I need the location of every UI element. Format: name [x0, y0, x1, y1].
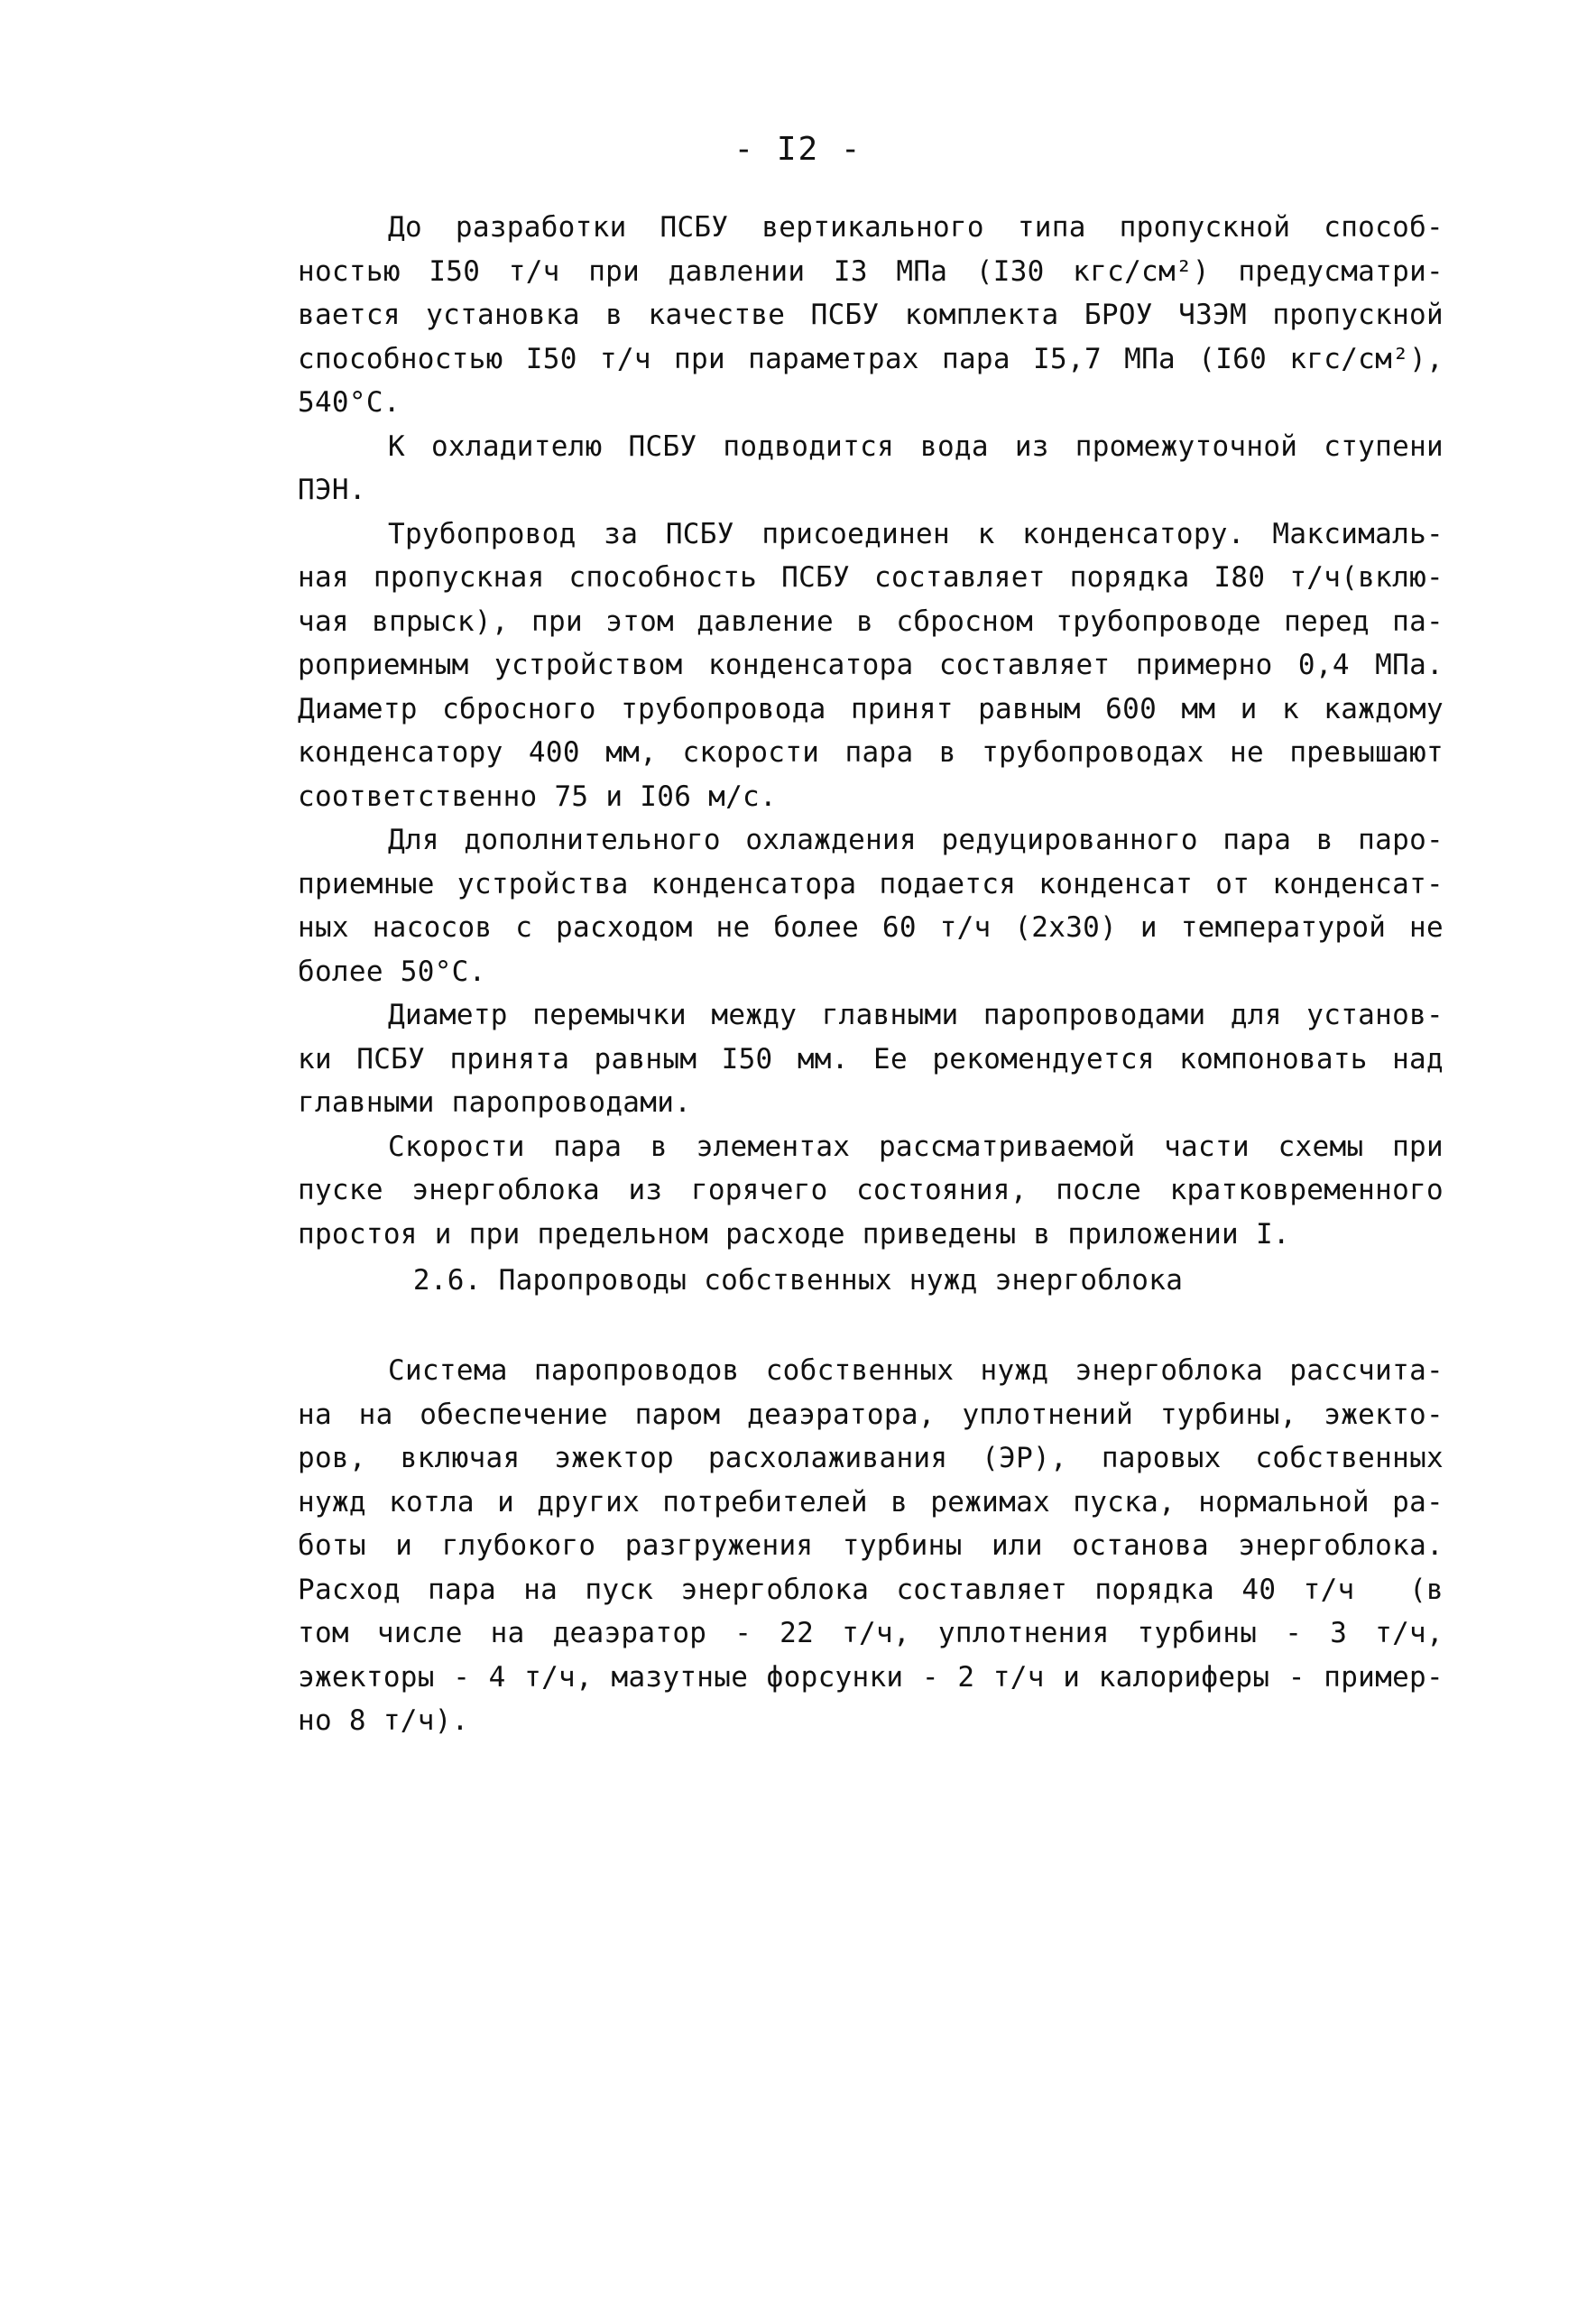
text-line: ПЭН. — [298, 474, 366, 506]
paragraph — [298, 425, 1444, 512]
text-line: нужд котла и других потребителей в режимах пуска, нормальной ра- — [298, 1485, 1444, 1519]
paragraph — [298, 512, 1444, 819]
text-line: ров, включая эжектор расхолаживания (ЭР), паровых собственных — [298, 1442, 1444, 1474]
text-line: Расход пара на пуск энергоблока составляет порядка 40 т/ч (в — [298, 1573, 1444, 1606]
text-line: 540°С. — [298, 386, 401, 419]
text-line: способностью I50 т/ч при параметрах пара I5,7 МПа (I60 кгс/см²), — [298, 342, 1444, 375]
paragraph — [298, 993, 1444, 1125]
text-line: том числе на деаэратор - 22 т/ч, уплотнения турбины - 3 т/ч, — [298, 1617, 1444, 1649]
text-line: на на обеспечение паром деаэратора, уплотнений турбины, эжекто- — [298, 1398, 1444, 1431]
text-line: Система паропроводов собственных нужд энергоблока рассчита- — [388, 1354, 1444, 1387]
text-line: более 50°С. — [298, 955, 486, 988]
section-heading: 2.6. Паропроводы собственных нужд энергоблока — [412, 1264, 1184, 1297]
section-body — [298, 1349, 1444, 1743]
text-line: вается установка в качестве ПСБУ комплекта БРОУ ЧЗЭМ пропускной — [298, 299, 1444, 331]
body-text — [298, 206, 1444, 1256]
text-line: ная пропускная способность ПСБУ составляет порядка I80 т/ч(вклю- — [298, 561, 1444, 594]
text-line: боты и глубокого разгружения турбины или останова энергоблока. — [298, 1529, 1444, 1562]
paragraph — [298, 1125, 1444, 1257]
text-line: эжекторы - 4 т/ч, мазутные форсунки - 2 т/ч и калориферы - пример- — [298, 1660, 1444, 1694]
text-line: пуске энергоблока из горячего состояния, после кратковременного — [298, 1174, 1444, 1206]
paragraph — [298, 206, 1444, 425]
paragraph — [298, 1349, 1444, 1743]
text-line: ки ПСБУ принята равным I50 мм. Ее рекомендуется компоновать над — [298, 1042, 1444, 1076]
text-line: простоя и при предельном расходе приведены в приложении I. — [298, 1217, 1290, 1251]
text-line: соответственно 75 и I06 м/с. — [298, 780, 777, 813]
text-line: Для дополнительного охлаждения редуцированного пара в паро- — [388, 824, 1444, 856]
text-line: главными паропроводами. — [298, 1086, 692, 1119]
text-line: К охладителю ПСБУ подводится вода из промежуточной ступени — [388, 429, 1444, 463]
paragraph — [298, 818, 1444, 993]
text-line: роприемным устройством конденсатора составляет примерно 0,4 МПа. — [298, 649, 1444, 681]
text-line: Скорости пара в элементах рассматриваемой части схемы при — [388, 1130, 1444, 1163]
text-line: Диаметр перемычки между главными паропроводами для установ- — [388, 999, 1444, 1031]
page-number: - I2 - — [733, 131, 863, 168]
text-line: приемные устройства конденсатора подается конденсат от конденсат- — [298, 867, 1444, 900]
text-line: ностью I50 т/ч при давлении I3 МПа (I30 кгс/см²) предусматри- — [298, 254, 1444, 288]
text-line: Трубопровод за ПСБУ присоединен к конденсатору. Максималь- — [388, 517, 1444, 550]
text-line: ных насосов с расходом не более 60 т/ч (2х30) и температурой не — [298, 911, 1444, 944]
text-line: конденсатору 400 мм, скорости пара в трубопроводах не превышают — [298, 736, 1444, 769]
text-line: Диаметр сбросного трубопровода принят равным 600 мм и к каждому — [298, 692, 1444, 725]
text-line: До разработки ПСБУ вертикального типа пропускной способ- — [388, 211, 1444, 244]
text-line: но 8 т/ч). — [298, 1704, 469, 1737]
text-line: чая впрыск), при этом давление в сбросном трубопроводе перед па- — [298, 605, 1444, 638]
